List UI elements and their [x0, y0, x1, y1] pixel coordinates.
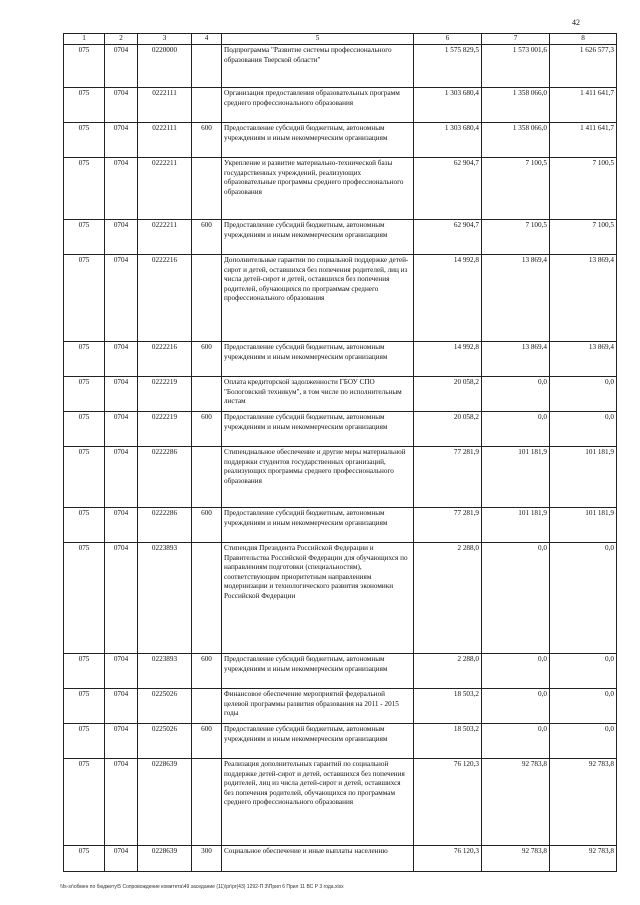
cell-admin-code: 075	[64, 377, 105, 412]
cell-amount-col8: 1 411 641,7	[550, 88, 617, 123]
cell-amount-col6: 62 904,7	[414, 158, 482, 220]
table-row	[64, 158, 617, 220]
cell-amount-col7: 13 869,4	[482, 342, 550, 377]
cell-expense-type: 600	[192, 220, 222, 255]
column-header: 4	[192, 34, 222, 45]
cell-name: Дополнительные гарантии по социальной поддержке детей-сирот и детей, оставшихся без попечения родителей, лиц из числа детей-сирот и детей, оставшихся без попечения родителей, обучающихся по программам среднего профессионального образования	[222, 255, 414, 342]
table-row	[64, 377, 617, 412]
table-row	[64, 759, 617, 846]
cell-amount-col8: 0,0	[550, 543, 617, 654]
cell-amount-col8: 0,0	[550, 377, 617, 412]
cell-expense-type: 600	[192, 654, 222, 689]
cell-expense-type	[192, 543, 222, 654]
cell-admin-code: 075	[64, 255, 105, 342]
cell-name: Финансовое обеспечение мероприятий федеральной целевой программы развития образования на 2011 - 2015 годы	[222, 689, 414, 724]
cell-target-article: 0225026	[138, 689, 192, 724]
cell-section-code: 0704	[105, 412, 138, 447]
cell-amount-col6: 20 058,2	[414, 412, 482, 447]
cell-target-article: 0223893	[138, 654, 192, 689]
cell-target-article: 0222111	[138, 123, 192, 158]
cell-expense-type: 600	[192, 123, 222, 158]
cell-expense-type	[192, 689, 222, 724]
cell-amount-col7: 7 100,5	[482, 220, 550, 255]
table-row	[64, 123, 617, 158]
cell-amount-col6: 1 303 680,4	[414, 123, 482, 158]
cell-target-article: 0222219	[138, 377, 192, 412]
cell-amount-col7: 1 573 001,6	[482, 45, 550, 88]
cell-amount-col7: 7 100,5	[482, 158, 550, 220]
cell-name: Предоставление субсидий бюджетным, автономным учреждениям и иным некоммерческим организациям	[222, 654, 414, 689]
cell-name: Предоставление субсидий бюджетным, автономным учреждениям и иным некоммерческим организациям	[222, 508, 414, 543]
cell-amount-col6: 77 281,9	[414, 447, 482, 508]
cell-amount-col6: 14 992,8	[414, 255, 482, 342]
cell-expense-type	[192, 759, 222, 846]
cell-section-code: 0704	[105, 158, 138, 220]
cell-admin-code: 075	[64, 654, 105, 689]
table-row	[64, 342, 617, 377]
cell-target-article: 0222216	[138, 255, 192, 342]
table-row	[64, 220, 617, 255]
cell-name: Реализация дополнительных гарантий по социальной поддержке детей-сирот и детей, оставшихся без попечения родителей, лиц из числа детей-сирот и детей, оставшихся без попечения родителей, обучающихся по программам среднего профессионального образования	[222, 759, 414, 846]
cell-amount-col7: 0,0	[482, 543, 550, 654]
cell-target-article: 0223893	[138, 543, 192, 654]
cell-section-code: 0704	[105, 45, 138, 88]
cell-amount-col8: 92 783,8	[550, 759, 617, 846]
cell-amount-col7: 1 358 066,0	[482, 123, 550, 158]
cell-amount-col7: 0,0	[482, 377, 550, 412]
cell-expense-type	[192, 45, 222, 88]
cell-amount-col6: 77 281,9	[414, 508, 482, 543]
cell-amount-col7: 101 181,9	[482, 447, 550, 508]
cell-expense-type: 600	[192, 508, 222, 543]
cell-target-article: 0222111	[138, 88, 192, 123]
cell-amount-col6: 2 288,0	[414, 654, 482, 689]
cell-amount-col8: 7 100,5	[550, 158, 617, 220]
table-row	[64, 255, 617, 342]
cell-amount-col8: 0,0	[550, 689, 617, 724]
cell-amount-col7: 0,0	[482, 412, 550, 447]
cell-expense-type: 600	[192, 724, 222, 759]
cell-admin-code: 075	[64, 759, 105, 846]
table-row	[64, 447, 617, 508]
cell-admin-code: 075	[64, 447, 105, 508]
cell-amount-col8: 92 783,8	[550, 846, 617, 872]
column-header: 7	[482, 34, 550, 45]
cell-amount-col7: 0,0	[482, 654, 550, 689]
cell-amount-col8: 13 869,4	[550, 342, 617, 377]
cell-admin-code: 075	[64, 508, 105, 543]
column-header: 6	[414, 34, 482, 45]
cell-admin-code: 075	[64, 123, 105, 158]
cell-name: Социальное обеспечение и иные выплаты населению	[222, 846, 414, 872]
budget-table	[63, 33, 617, 872]
cell-amount-col8: 7 100,5	[550, 220, 617, 255]
cell-expense-type: 600	[192, 412, 222, 447]
cell-section-code: 0704	[105, 88, 138, 123]
cell-target-article: 0222219	[138, 412, 192, 447]
cell-target-article: 0220000	[138, 45, 192, 88]
cell-amount-col6: 20 058,2	[414, 377, 482, 412]
cell-amount-col8: 0,0	[550, 412, 617, 447]
cell-name: Стипендия Президента Российской Федерации и Правительства Российской Федерации для обучающихся по направлениям подготовки (специальностям), соответствующим приоритетным направлениям модернизации и технологического развития экономики Российской Федерации	[222, 543, 414, 654]
cell-section-code: 0704	[105, 508, 138, 543]
cell-expense-type: 300	[192, 846, 222, 872]
cell-target-article: 0222286	[138, 447, 192, 508]
cell-target-article: 0222216	[138, 342, 192, 377]
column-header-row	[64, 34, 617, 45]
page-number: 42	[572, 18, 580, 27]
cell-section-code: 0704	[105, 342, 138, 377]
cell-amount-col6: 76 120,3	[414, 846, 482, 872]
cell-amount-col6: 76 120,3	[414, 759, 482, 846]
cell-section-code: 0704	[105, 654, 138, 689]
cell-section-code: 0704	[105, 846, 138, 872]
cell-expense-type	[192, 377, 222, 412]
cell-target-article: 0225026	[138, 724, 192, 759]
cell-section-code: 0704	[105, 447, 138, 508]
table-row	[64, 724, 617, 759]
table-row	[64, 543, 617, 654]
cell-amount-col7: 92 783,8	[482, 846, 550, 872]
cell-admin-code: 075	[64, 220, 105, 255]
table-row	[64, 88, 617, 123]
cell-amount-col7: 0,0	[482, 724, 550, 759]
column-header: 8	[550, 34, 617, 45]
table-row	[64, 508, 617, 543]
cell-name: Предоставление субсидий бюджетным, автономным учреждениям и иным некоммерческим организациям	[222, 342, 414, 377]
cell-admin-code: 075	[64, 724, 105, 759]
cell-amount-col6: 1 575 829,5	[414, 45, 482, 88]
file-path-footer: \\fs-sr\обмен по бюджету\5 Сопровождение комитета\49 заседание (11)\pr\pr(43) 1292-П 3\Прил 6 Прил 11 ВС Р 3 года.xlsx	[60, 884, 344, 890]
column-header: 2	[105, 34, 138, 45]
column-header: 5	[222, 34, 414, 45]
cell-expense-type	[192, 255, 222, 342]
cell-name: Укрепление и развитие материально-технической базы государственных учреждений, реализующих образовательные программы среднего профессионального образования	[222, 158, 414, 220]
cell-name: Предоставление субсидий бюджетным, автономным учреждениям и иным некоммерческим организациям	[222, 412, 414, 447]
cell-name: Предоставление субсидий бюджетным, автономным учреждениям и иным некоммерческим организациям	[222, 724, 414, 759]
cell-amount-col8: 101 181,9	[550, 447, 617, 508]
cell-admin-code: 075	[64, 45, 105, 88]
cell-section-code: 0704	[105, 689, 138, 724]
cell-amount-col6: 62 904,7	[414, 220, 482, 255]
table-row	[64, 45, 617, 88]
cell-amount-col7: 13 869,4	[482, 255, 550, 342]
cell-section-code: 0704	[105, 759, 138, 846]
cell-target-article: 0222211	[138, 220, 192, 255]
cell-name: Предоставление субсидий бюджетным, автономным учреждениям и иным некоммерческим организациям	[222, 123, 414, 158]
cell-amount-col8: 1 626 577,3	[550, 45, 617, 88]
cell-section-code: 0704	[105, 724, 138, 759]
cell-amount-col8: 0,0	[550, 654, 617, 689]
cell-admin-code: 075	[64, 543, 105, 654]
table-row	[64, 654, 617, 689]
cell-section-code: 0704	[105, 377, 138, 412]
cell-target-article: 0228639	[138, 759, 192, 846]
cell-admin-code: 075	[64, 88, 105, 123]
cell-section-code: 0704	[105, 543, 138, 654]
table-row	[64, 689, 617, 724]
cell-amount-col6: 18 503,2	[414, 724, 482, 759]
cell-target-article: 0222211	[138, 158, 192, 220]
cell-admin-code: 075	[64, 158, 105, 220]
cell-target-article: 0222286	[138, 508, 192, 543]
cell-amount-col7: 101 181,9	[482, 508, 550, 543]
cell-expense-type: 600	[192, 342, 222, 377]
cell-admin-code: 075	[64, 412, 105, 447]
cell-admin-code: 075	[64, 846, 105, 872]
cell-amount-col6: 14 992,8	[414, 342, 482, 377]
column-header: 3	[138, 34, 192, 45]
cell-expense-type	[192, 158, 222, 220]
cell-name: Стипендиальное обеспечение и другие меры материальной поддержки студентов государственных организаций, реализующих программы среднего профессионального образования	[222, 447, 414, 508]
cell-amount-col6: 2 288,0	[414, 543, 482, 654]
cell-admin-code: 075	[64, 689, 105, 724]
cell-expense-type	[192, 447, 222, 508]
cell-expense-type	[192, 88, 222, 123]
column-header: 1	[64, 34, 105, 45]
cell-name: Организация предоставления образовательных программ среднего профессионального образования	[222, 88, 414, 123]
cell-amount-col8: 1 411 641,7	[550, 123, 617, 158]
cell-amount-col8: 13 869,4	[550, 255, 617, 342]
cell-amount-col8: 101 181,9	[550, 508, 617, 543]
table-row	[64, 846, 617, 872]
cell-section-code: 0704	[105, 255, 138, 342]
cell-amount-col7: 1 358 066,0	[482, 88, 550, 123]
cell-amount-col7: 92 783,8	[482, 759, 550, 846]
cell-amount-col6: 18 503,2	[414, 689, 482, 724]
cell-target-article: 0228639	[138, 846, 192, 872]
cell-amount-col6: 1 303 680,4	[414, 88, 482, 123]
table-row	[64, 412, 617, 447]
cell-section-code: 0704	[105, 220, 138, 255]
cell-section-code: 0704	[105, 123, 138, 158]
cell-amount-col7: 0,0	[482, 689, 550, 724]
cell-name: Подпрограмма "Развитие системы профессионального образования Тверской области"	[222, 45, 414, 88]
cell-admin-code: 075	[64, 342, 105, 377]
cell-name: Предоставление субсидий бюджетным, автономным учреждениям и иным некоммерческим организациям	[222, 220, 414, 255]
cell-name: Оплата кредиторской задолженности ГБОУ СПО "Бологовский техникум", в том числе по исполнительным листам	[222, 377, 414, 412]
cell-amount-col8: 0,0	[550, 724, 617, 759]
